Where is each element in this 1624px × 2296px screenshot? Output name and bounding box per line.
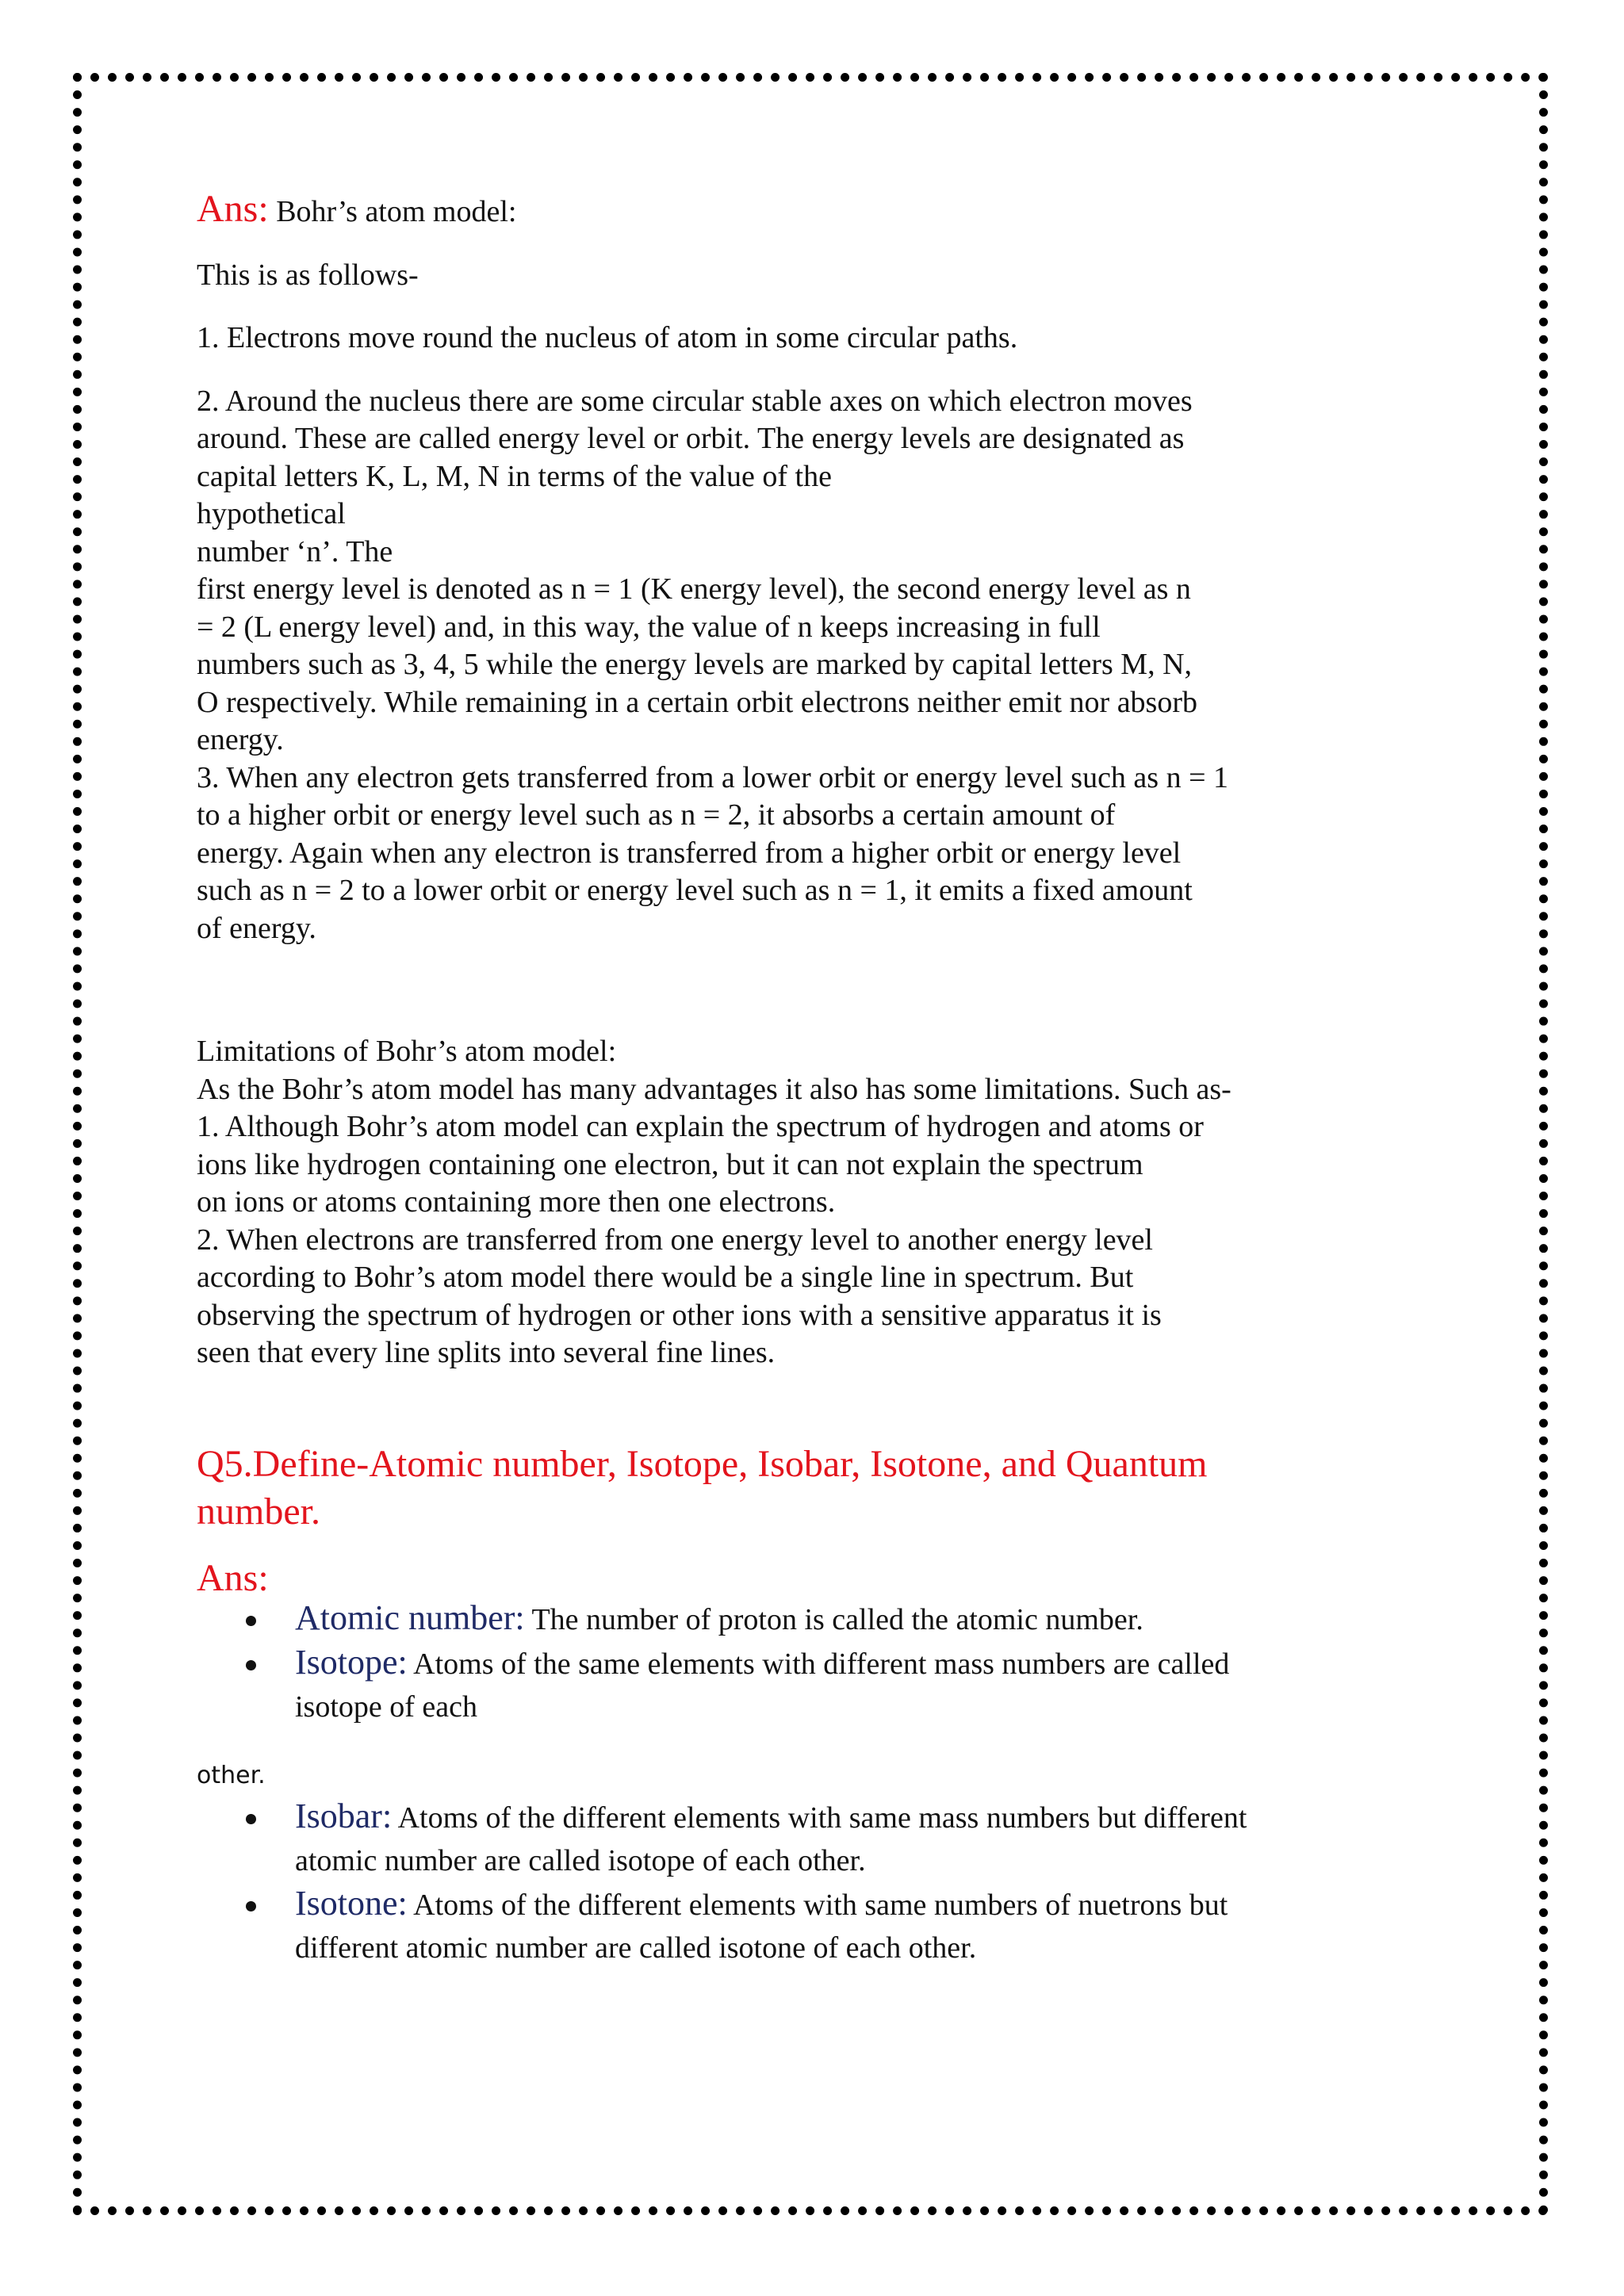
answer-label: Ans: (197, 188, 269, 230)
definition-text: different atomic number are called isotone of each other. (295, 1931, 977, 1965)
definition-list (197, 1597, 1410, 1728)
answer-title: Bohr’s atom model: (276, 195, 517, 228)
body-line: to a higher orbit or energy level such as n = 2, it absorbs a certain amount of (197, 798, 1116, 832)
definition-text: Atoms of the different elements with same numbers of nuetrons but (413, 1888, 1228, 1922)
continuation-text: other. (197, 1762, 266, 1789)
body-line: ions like hydrogen containing one electron, but it can not explain the spectrum (197, 1147, 1143, 1181)
list-item (197, 1882, 1410, 1969)
body-line: capital letters K, L, M, N in terms of the value of the (197, 459, 832, 493)
question-5-heading (197, 1441, 1410, 1536)
body-line: of energy. (197, 911, 316, 945)
definition-term: Isotope: (295, 1643, 408, 1682)
list-item (197, 1597, 1410, 1641)
body-line: observing the spectrum of hydrogen or other ions with a sensitive apparatus it is (197, 1298, 1162, 1332)
body-line: first energy level is denoted as n = 1 (K energy level), the second energy level as n (197, 572, 1191, 606)
body-line: seen that every line splits into several fine lines. (197, 1336, 776, 1369)
definition-term: Isotone: (295, 1883, 408, 1923)
body-line: 3. When any electron gets transferred from a lower orbit or energy level such as n = 1 (197, 760, 1229, 794)
definition-list (197, 1795, 1410, 1969)
body-line: 1. Although Bohr’s atom model can explain the spectrum of hydrogen and atoms or (197, 1110, 1204, 1143)
limitations-heading: Limitations of Bohr’s atom model: (197, 1035, 617, 1068)
point-1: 1. Electrons move round the nucleus of atom in some circular paths. (197, 321, 1018, 354)
definition-text: The number of proton is called the atomic number. (531, 1603, 1143, 1636)
definition-term: Isobar: (295, 1796, 393, 1835)
body-line: such as n = 2 to a lower orbit or energy level such as n = 1, it emits a fixed amount (197, 874, 1193, 907)
body-line: 2. Around the nucleus there are some circular stable axes on which electron moves (197, 384, 1193, 418)
body-line: As the Bohr’s atom model has many advantages it also has some limitations. Such as- (197, 1072, 1231, 1106)
answer-heading (197, 190, 1410, 232)
body-line: hypothetical (197, 497, 346, 530)
body-line: energy. Again when any electron is transferred from a higher orbit or energy level (197, 836, 1182, 870)
definition-term: Atomic number: (295, 1598, 525, 1637)
definition-text: Atoms of the different elements with same mass numbers but different (397, 1800, 1247, 1835)
body-line: on ions or atoms containing more then one electrons. (197, 1185, 836, 1219)
definition-line (295, 1882, 1410, 1927)
definition-line (295, 1641, 1410, 1686)
answer-label: Ans: (197, 1556, 269, 1599)
definition-text: Atoms of the same elements with different mass numbers are called (413, 1647, 1230, 1681)
body-line: = 2 (L energy level) and, in this way, the value of n keeps increasing in full (197, 610, 1101, 644)
body-line: around. These are called energy level or orbit. The energy levels are designated as (197, 422, 1185, 455)
body-line: numbers such as 3, 4, 5 while the energy levels are marked by capital letters M, N, (197, 648, 1193, 681)
page-content (197, 190, 1410, 1969)
question-line: Q5.Define-Atomic number, Isotope, Isobar, Isotone, and Quantum (197, 1442, 1208, 1485)
definition-text: atomic number are called isotope of each other. (295, 1843, 866, 1877)
intro-text: This is as follows- (197, 258, 419, 292)
point-2-3-block (197, 383, 1410, 948)
definition-text: isotope of each (295, 1690, 478, 1724)
question-line: number. (197, 1490, 320, 1533)
body-line: O respectively. While remaining in a certain orbit electrons neither emit nor absorb (197, 685, 1197, 719)
list-item (197, 1795, 1410, 1882)
list-item (197, 1641, 1410, 1728)
body-line: number ‘n’. The (197, 534, 393, 568)
body-line: energy. (197, 723, 284, 756)
body-line: according to Bohr’s atom model there would be a single line in spectrum. But (197, 1261, 1134, 1294)
body-line: 2. When electrons are transferred from one energy level to another energy level (197, 1223, 1153, 1257)
definition-line (295, 1795, 1410, 1839)
limitations-block (197, 1033, 1410, 1372)
